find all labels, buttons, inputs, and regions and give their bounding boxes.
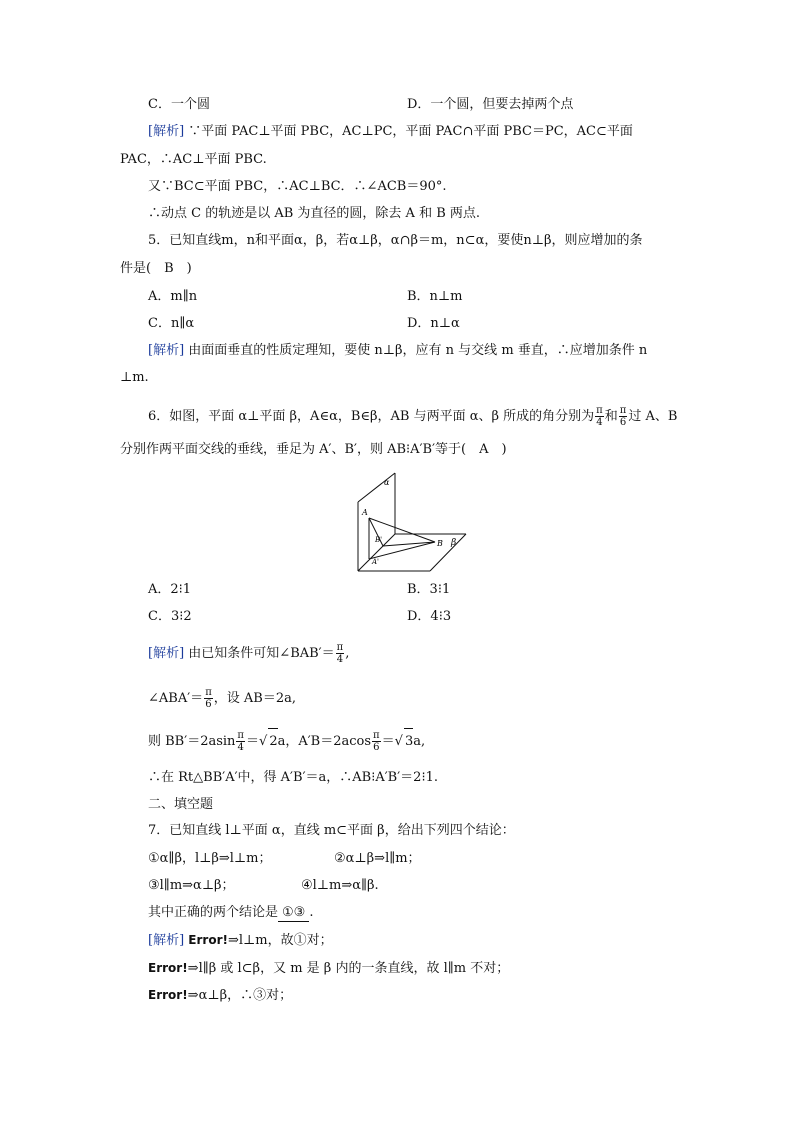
- q6-solution-text-2: ∠ABA′＝: [148, 691, 204, 706]
- beta-plane-edge-right: [430, 534, 466, 571]
- sqrt-radicand: 3: [404, 728, 413, 755]
- fraction-numerator: π: [596, 405, 603, 416]
- label-B: B: [437, 539, 443, 548]
- q6-solution-text-3c: a，A′B＝2acos: [277, 734, 372, 749]
- fraction-numerator: π: [619, 405, 627, 416]
- q4-option-c: C．一个圆: [148, 97, 210, 112]
- q4-solution-line-4: ∴动点 C 的轨迹是以 AB 为直径的圆，除去 A 和 B 两点.: [148, 206, 481, 221]
- label-alpha: α: [384, 478, 390, 487]
- q5-option-a: A．m∥n: [148, 289, 198, 304]
- error-marker: Error!: [148, 988, 188, 1002]
- q7-question-end: .: [309, 905, 314, 920]
- label-beta: β: [451, 538, 457, 548]
- fraction-pi-6: [204, 687, 213, 710]
- q6-option-c: C．3⁝2: [148, 609, 192, 624]
- q5-solution-text-1: 由面面垂直的性质定理知，要使 n⊥β，应有 n 与交线 m 垂直，∴应增加条件 n: [188, 343, 648, 358]
- q6-option-a: A．2⁝1: [148, 582, 192, 597]
- q6-fraction-pi-4: [595, 405, 604, 428]
- q7-conclusion-1: ①α∥β，l⊥β⇒l⊥m；: [148, 851, 272, 866]
- fraction-denominator: 6: [373, 742, 380, 753]
- q6-solution-text-2-end: ，设 AB＝2a,: [213, 691, 296, 706]
- error-marker: Error!: [188, 933, 228, 947]
- q6-solution-line-4: ∴在 Rt△BB′A′中，得 A′B′＝a，∴AB⁝A′B′＝2⁝1.: [148, 770, 438, 785]
- q6-solution-line-2: [148, 686, 296, 712]
- q7-conclusion-3: ③l∥m⇒α⊥β；: [148, 878, 235, 893]
- fraction-numerator: π: [205, 687, 212, 698]
- q6-stem-text-b: 和: [604, 409, 618, 424]
- label-B-prime: B': [375, 536, 383, 544]
- q5-solution-line-2: ⊥m.: [120, 370, 149, 385]
- fraction-pi-4: [336, 642, 345, 665]
- fraction-denominator: 4: [336, 654, 344, 665]
- q7-solution-text-3: ⇒α⊥β，∴③对；: [187, 988, 293, 1003]
- q6-stem-line-2: 分别作两平面交线的垂线，垂足为 A′、B′，则 AB⁝A′B′等于( A ): [120, 442, 507, 457]
- q7-conclusion-2: ②α⊥β⇒l∥m；: [334, 851, 421, 866]
- q6-solution-line-1: [148, 641, 349, 667]
- q6-stem-text-a: 6．如图，平面 α⊥平面 β，A∈α，B∈β，AB 与两平面 α、β 所成的角分别为: [148, 409, 595, 424]
- fraction-denominator: 6: [619, 417, 627, 428]
- solution-tag: [解析]: [148, 124, 185, 139]
- q7-answer-blank: ①③: [278, 905, 309, 922]
- alpha-plane-edge-top: [358, 473, 395, 502]
- fraction-numerator: π: [373, 730, 380, 741]
- q4-solution-text-1: ∵平面 PAC⊥平面 PBC，AC⊥PC，平面 PAC∩平面 PBC＝PC，AC⊂平面: [188, 124, 633, 139]
- q7-solution-text-1: ⇒l⊥m，故①对；: [227, 933, 333, 948]
- q6-solution-text-3b: ＝: [246, 734, 260, 749]
- q7-stem: 7．已知直线 l⊥平面 α，直线 m⊂平面 β，给出下列四个结论：: [148, 823, 515, 838]
- section-heading-fill-in: 二、填空题: [148, 797, 214, 812]
- q5-solution-line-1: [148, 343, 647, 359]
- fraction-numerator: π: [237, 730, 244, 741]
- q5-option-d: D．n⊥α: [407, 316, 460, 331]
- fraction-denominator: 6: [205, 699, 212, 710]
- solution-tag: [解析]: [148, 933, 185, 948]
- q7-question-text: 其中正确的两个结论是: [148, 905, 279, 920]
- q6-stem-text-c: 过 A、B: [628, 409, 678, 424]
- q6-fraction-pi-6: [619, 405, 628, 428]
- fraction-denominator: 4: [237, 742, 244, 753]
- q6-solution-text-1-end: ,: [345, 646, 350, 661]
- q5-option-c: C．n∥α: [148, 316, 195, 331]
- solution-tag: [解析]: [148, 343, 185, 358]
- label-A: A: [362, 508, 368, 517]
- q6-option-d: D．4⁝3: [407, 609, 452, 624]
- q7-conclusion-4: ④l⊥m⇒α∥β.: [301, 878, 379, 893]
- solution-tag: [解析]: [148, 646, 185, 661]
- fraction-denominator: 4: [596, 417, 603, 428]
- q6-solution-text-3e: a,: [413, 734, 426, 749]
- error-marker: Error!: [148, 961, 188, 975]
- q5-stem-line-2: 件是( B ): [120, 261, 192, 276]
- q6-solution-text-3a: 则 BB′＝2asin: [148, 734, 236, 749]
- sqrt-radicand: 2: [268, 728, 277, 755]
- q6-figure-perpendicular-planes: [355, 470, 470, 574]
- q4-solution-line-3: 又∵BC⊂平面 PBC，∴AC⊥BC．∴∠ACB＝90°.: [148, 179, 447, 194]
- fraction-pi-6: [372, 730, 381, 753]
- fraction-pi-4: [236, 730, 245, 753]
- label-A-prime: A': [372, 558, 379, 566]
- q6-option-b: B．3⁝1: [407, 582, 451, 597]
- q7-solution-text-2: ⇒l∥β 或 l⊂β，又 m 是 β 内的一条直线，故 l∥m 不对；: [187, 961, 510, 976]
- fraction-numerator: π: [336, 642, 344, 653]
- q7-question: [148, 905, 313, 922]
- q7-solution-line-2: [148, 960, 509, 977]
- q6-solution-line-3: 则 BB′＝2asin $\frac{\pi}{4}$ ＝√ 2a，A′B＝2acos $\frac{\pi}{6}$ ＝√ 3a,: [148, 730, 426, 753]
- q5-stem-line-1: 5．已知直线m，n和平面α，β，若α⊥β，α∩β＝m，n⊂α，要使n⊥β，则应增加的条: [148, 233, 643, 248]
- q5-option-b: B．n⊥m: [407, 289, 463, 304]
- q4-solution-line-2: PAC，∴AC⊥平面 PBC.: [120, 152, 267, 167]
- q7-solution-line-1: [148, 932, 333, 949]
- q4-option-d: D．一个圆，但要去掉两个点: [407, 97, 574, 112]
- q7-solution-line-3: [148, 987, 292, 1004]
- q6-solution-text-3d: ＝: [381, 734, 395, 749]
- q4-solution-line-1: [148, 124, 633, 140]
- q6-stem-line-1: [148, 404, 677, 430]
- q6-solution-text-1: 由已知条件可知∠BAB′＝: [188, 646, 335, 661]
